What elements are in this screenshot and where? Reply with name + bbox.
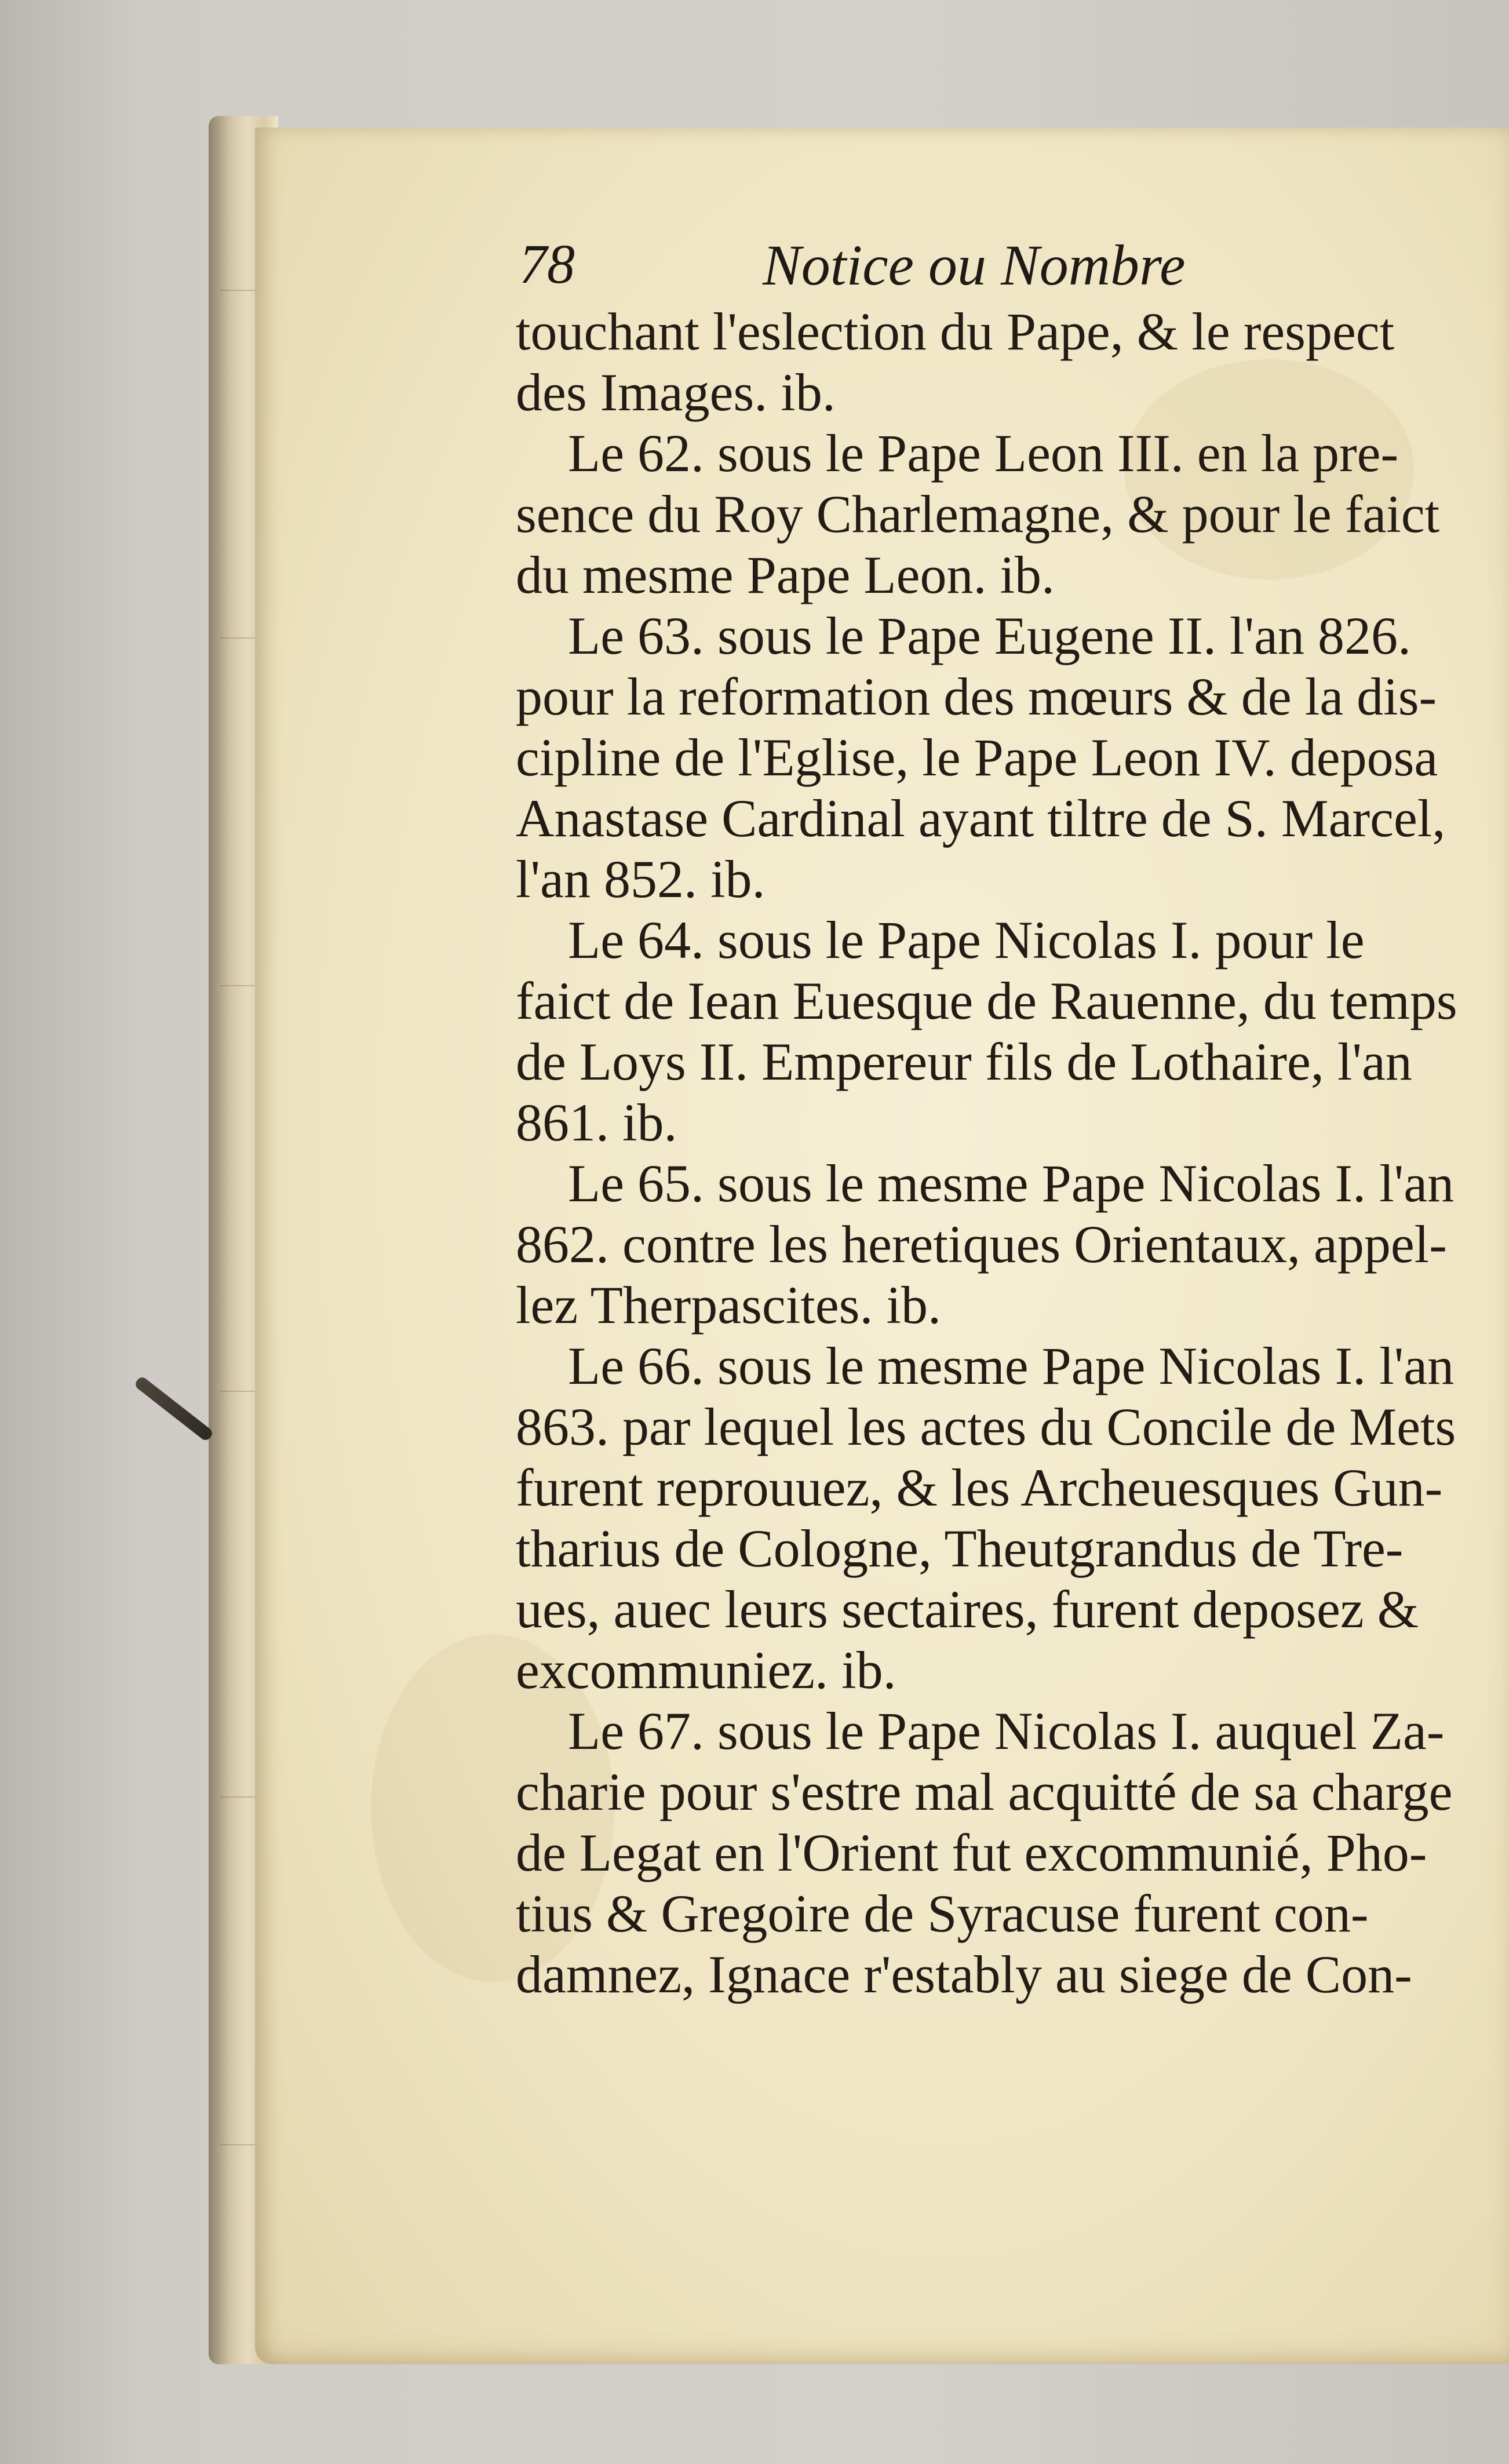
text-line: du mesme Pape Leon. ib. — [516, 545, 1055, 604]
running-title: Notice ou Nombre — [763, 233, 1186, 297]
text-line: Le 63. sous le Pape Eugene II. l'an 826. — [568, 606, 1411, 665]
text-line: 862. contre les heretiques Orientaux, appel- — [516, 1215, 1447, 1274]
body-text — [516, 301, 1466, 2005]
text-line: faict de Iean Euesque de Rauenne, du temps — [516, 971, 1457, 1030]
text-line: touchant l'eslection du Pape, & le respect — [516, 302, 1395, 361]
text-line: Le 62. sous le Pape Leon III. en la pre- — [568, 424, 1399, 483]
text-line: tius & Gregoire de Syracuse furent con- — [516, 1884, 1369, 1943]
text-line: Le 66. sous le mesme Pape Nicolas I. l'an — [568, 1336, 1455, 1395]
text-line: charie pour s'estre mal acquitté de sa charge — [516, 1762, 1453, 1821]
text-line: Anastase Cardinal ayant tiltre de S. Marcel, — [516, 789, 1446, 848]
text-line: des Images. ib. — [516, 363, 836, 422]
text-line: Le 64. sous le Pape Nicolas I. pour le — [568, 910, 1365, 969]
page-number: 78 — [519, 233, 575, 295]
text-line: lez Therpascites. ib. — [516, 1275, 942, 1335]
text-line: sence du Roy Charlemagne, & pour le faict — [516, 484, 1440, 544]
text-line: 861. ib. — [516, 1093, 677, 1152]
text-line: excommuniez. ib. — [516, 1641, 896, 1700]
text-line: damnez, Ignace r'estably au siege de Con- — [516, 1945, 1412, 2004]
text-line: cipline de l'Eglise, le Pape Leon IV. deposa — [516, 728, 1438, 787]
text-line: l'an 852. ib. — [516, 850, 766, 909]
text-line: furent reprouuez, & les Archeuesques Gun- — [516, 1458, 1443, 1517]
text-line: de Legat en l'Orient fut excommunié, Pho- — [516, 1823, 1427, 1882]
text-line: tharius de Cologne, Theutgrandus de Tre- — [516, 1519, 1404, 1578]
text-line: pour la reformation des mœurs & de la dis- — [516, 667, 1437, 726]
text-line: Le 65. sous le mesme Pape Nicolas I. l'an — [568, 1154, 1455, 1213]
text-line: 863. par lequel les actes du Concile de Mets — [516, 1397, 1456, 1456]
text-line: ues, auec leurs sectaires, furent deposez & — [516, 1580, 1419, 1639]
running-head — [519, 226, 1423, 301]
text-line: de Loys II. Empereur fils de Lothaire, l'an — [516, 1032, 1412, 1091]
text-line: Le 67. sous le Pape Nicolas I. auquel Za- — [568, 1701, 1445, 1760]
